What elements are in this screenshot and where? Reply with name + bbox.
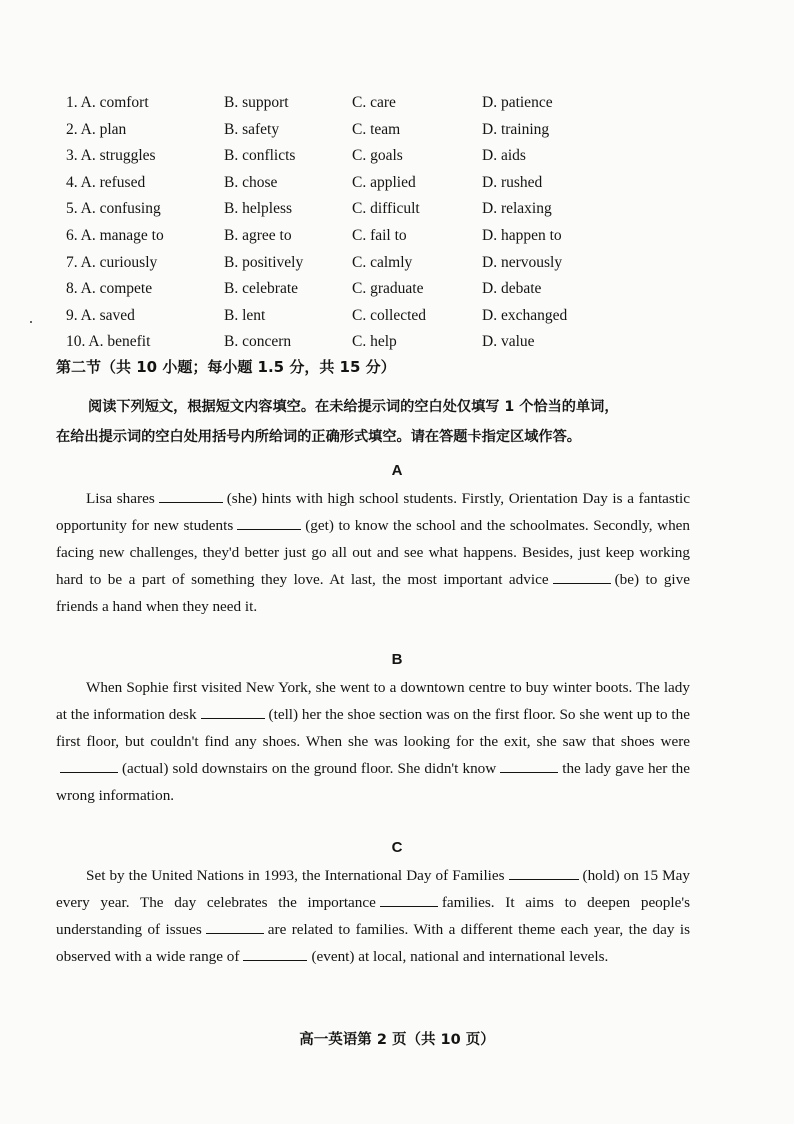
option-c: C. fail to: [352, 226, 407, 244]
passage-a-text-2: (she) hints with high school students. Firstly, Orientation Day is a fantastic opportunity for new students: [56, 490, 690, 534]
answer-blank: [201, 703, 265, 719]
option-row: [66, 276, 626, 303]
answer-blank: [553, 568, 611, 584]
option-c: C. applied: [352, 173, 416, 191]
passage-b-text-1: When Sophie first visited New York, she went to a downtown centre to buy winter boots. The lady at the information desk: [56, 679, 690, 723]
answer-blank: [60, 757, 118, 773]
passage-a-text-1: Lisa shares: [86, 490, 155, 507]
option-a: 1. A. comfort: [66, 94, 149, 111]
scan-speck: [30, 321, 32, 323]
passage-c-text-4: are related to families. With a different theme each year, the day is observed with a wide range of: [56, 921, 690, 965]
option-a: 10. A. benefit: [66, 333, 151, 351]
option-row: [66, 117, 626, 144]
option-d: D. happen to: [482, 226, 562, 244]
answer-blank: [159, 487, 223, 503]
passage-a-text: [56, 485, 690, 620]
option-a: 6. A. manage to: [66, 226, 164, 244]
options-table: [66, 90, 626, 356]
answer-blank: [237, 514, 301, 530]
option-a: 5. A. confusing: [66, 200, 161, 218]
passage-b-text-3: (actual) sold downstairs on the ground floor. She didn't know: [122, 760, 497, 777]
option-a: 2. A. plan: [66, 120, 127, 138]
option-row: [66, 90, 626, 117]
option-c: C. team: [352, 120, 401, 138]
passage-c-text-2: (hold) on 15 May every year. The day celebrates the importance: [56, 867, 690, 911]
answer-blank: [243, 945, 307, 961]
option-b: B. conflicts: [224, 147, 296, 165]
option-row: [66, 329, 626, 356]
option-c: C. goals: [352, 147, 403, 165]
option-b: B. concern: [224, 333, 292, 351]
option-d: D. debate: [482, 280, 542, 298]
option-row: [66, 196, 626, 223]
option-c: C. care: [352, 94, 396, 111]
passage-a-text-3: (get) to know the school and the schoolmates. Secondly, when facing new challenges, they'd better just go all out and see what happens. Besides, just keep working hard to be a part of something they love. At last, the most important advice: [56, 517, 690, 588]
option-b: B. support: [224, 94, 289, 111]
option-c: C. calmly: [352, 253, 413, 271]
passage-a: [56, 485, 690, 620]
passage-b: [56, 674, 690, 809]
option-d: D. training: [482, 120, 550, 138]
answer-blank: [380, 891, 438, 907]
instruction-line-1: 阅读下列短文，根据短文内容填空。在未给提示词的空白处仅填写 1 个恰当的单词，: [88, 399, 619, 415]
passage-b-text-2: (tell) her the shoe section was on the first floor. So she went up to the first floor, but couldn't find any shoes. When she was looking for the exit, she saw that shoes were: [56, 706, 690, 750]
answer-blank: [509, 864, 579, 880]
section-title: 第二节（共 10 小题；每小题 1.5 分，共 15 分）: [56, 358, 396, 376]
option-b: B. lent: [224, 306, 266, 324]
option-c: C. graduate: [352, 280, 424, 298]
option-b: B. chose: [224, 173, 278, 191]
passage-c-letter: C: [391, 839, 403, 856]
option-d: D. exchanged: [482, 306, 568, 324]
passage-a-text-4: (be) to give friends a hand when they need it.: [56, 571, 690, 615]
option-a: 8. A. compete: [66, 280, 153, 298]
option-a: 7. A. curiously: [66, 253, 158, 271]
answer-blank: [500, 757, 558, 773]
option-b: B. positively: [224, 253, 304, 271]
option-a: 9. A. saved: [66, 306, 135, 324]
option-d: D. nervously: [482, 253, 563, 271]
option-row: [66, 170, 626, 197]
option-b: B. agree to: [224, 226, 292, 244]
option-b: B. safety: [224, 120, 280, 138]
option-c: C. collected: [352, 306, 427, 324]
option-row: [66, 143, 626, 170]
passage-b-text: [56, 674, 690, 809]
option-c: C. difficult: [352, 200, 420, 218]
option-d: D. value: [482, 333, 535, 351]
passage-b-text-4: the lady gave her the wrong information.: [56, 760, 690, 804]
option-row: [66, 250, 626, 277]
page-footer: 高一英语第 2 页（共 10 页）: [299, 1032, 495, 1048]
passage-c-text-3: families. It aims to deepen people's understanding of issues: [56, 894, 690, 938]
passage-c-text-1: Set by the United Nations in 1993, the International Day of Families: [86, 867, 505, 884]
option-a: 3. A. struggles: [66, 147, 156, 165]
passage-a-letter: A: [391, 462, 403, 479]
passage-c-text: [56, 862, 690, 970]
passage-c: [56, 862, 690, 970]
option-d: D. rushed: [482, 173, 543, 191]
option-row: [66, 303, 626, 330]
option-d: D. relaxing: [482, 200, 552, 218]
option-row: [66, 223, 626, 250]
option-b: B. helpless: [224, 200, 293, 218]
option-d: D. patience: [482, 94, 553, 111]
option-d: D. aids: [482, 147, 526, 165]
instruction-line-2: 在给出提示词的空白处用括号内所给词的正确形式填空。请在答题卡指定区域作答。: [56, 429, 581, 445]
option-a: 4. A. refused: [66, 173, 146, 191]
option-b: B. celebrate: [224, 280, 299, 298]
passage-b-letter: B: [391, 651, 403, 668]
passage-c-text-5: (event) at local, national and international levels.: [311, 948, 609, 965]
answer-blank: [206, 918, 264, 934]
option-c: C. help: [352, 333, 397, 351]
